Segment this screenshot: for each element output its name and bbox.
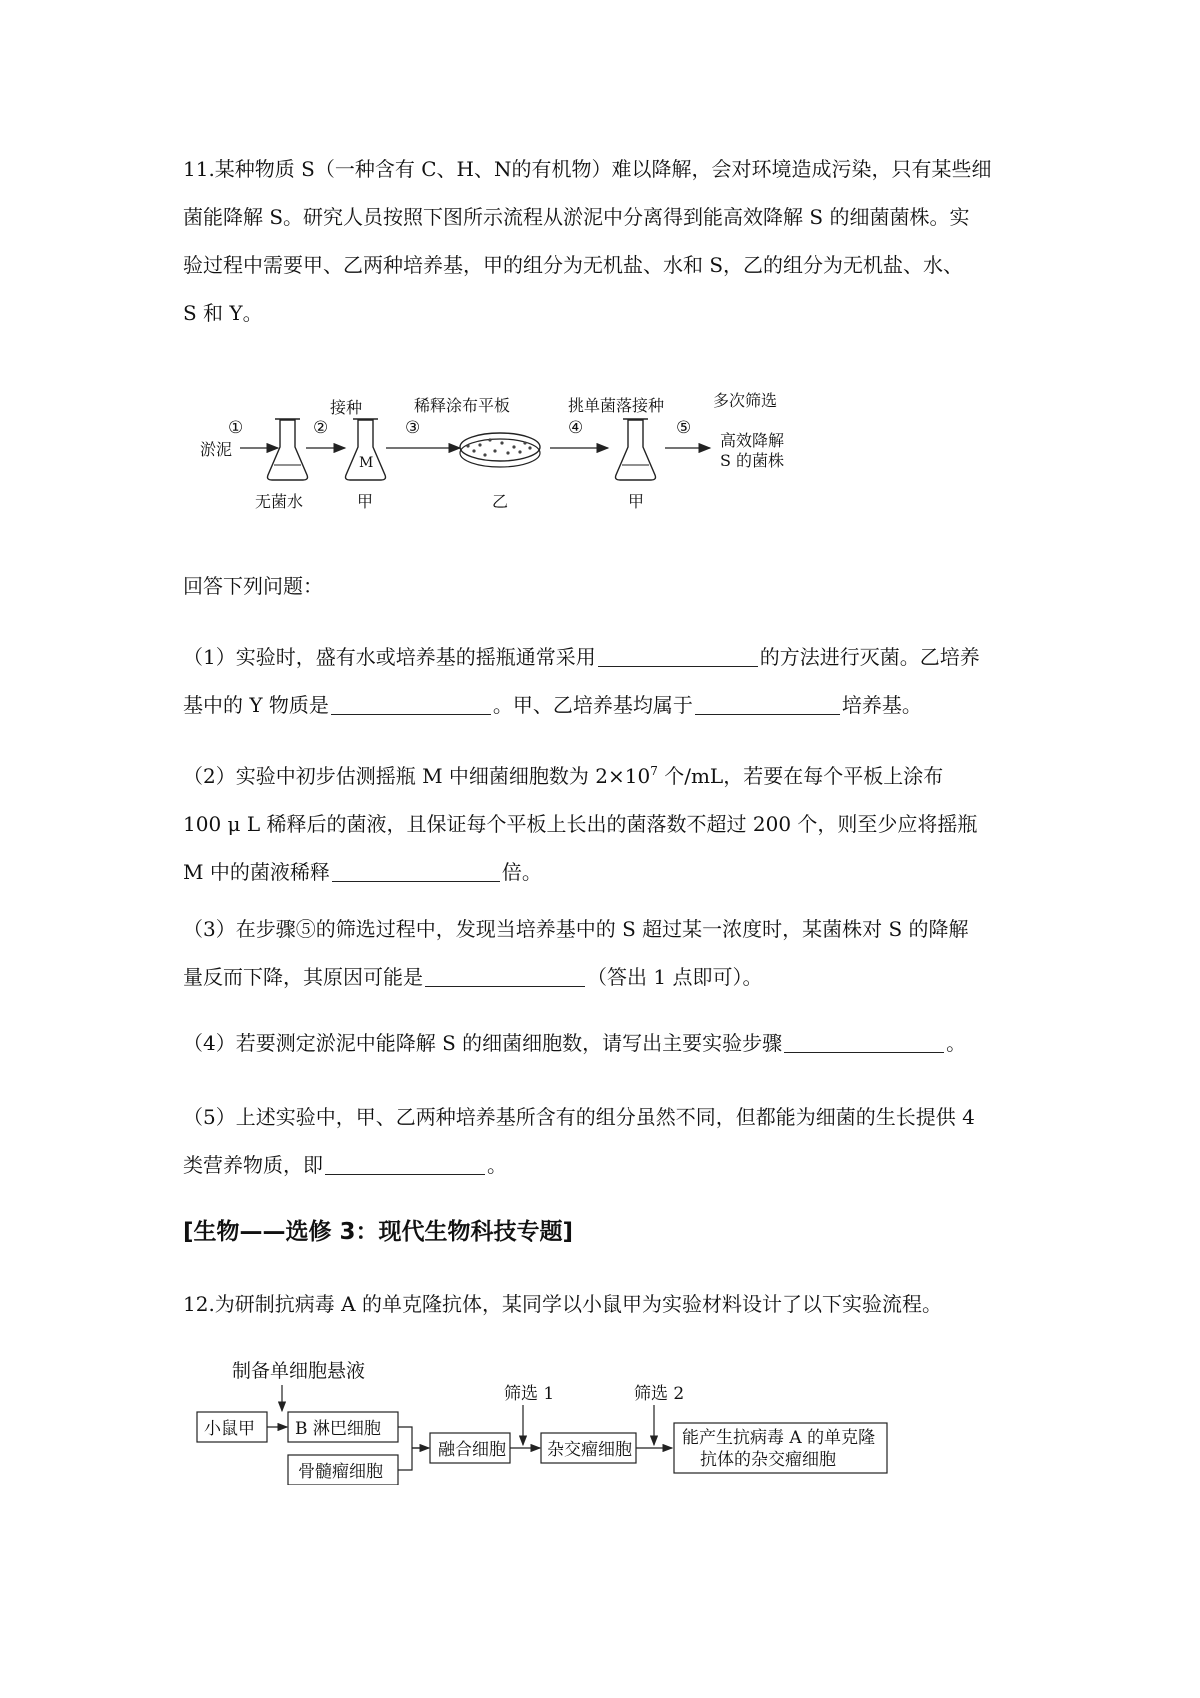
sub5-line-1: （5）上述实验中，甲、乙两种培养基所含有的组分虽然不同，但都能为细菌的生长提供 4: [183, 1105, 975, 1129]
flask-icon: [616, 420, 656, 480]
flask-icon: [268, 420, 308, 480]
answer-blank[interactable]: [425, 964, 585, 987]
result-line-2: S 的菌株: [720, 451, 785, 470]
diagram-start-label: 淤泥: [200, 440, 233, 459]
flask-2-label: 甲: [357, 492, 374, 511]
sub1-text-e: 培养基。: [841, 693, 922, 717]
plate-label: 乙: [492, 492, 509, 511]
step-1-marker: ①: [228, 418, 244, 438]
sub1-line-2: [183, 681, 1033, 729]
q11-line-2: 菌能降解 S。研究人员按照下图所示流程从淤泥中分离得到能高效降解 S 的细菌菌株。实: [183, 205, 970, 229]
sub4-line-1: [183, 1019, 1033, 1067]
answer-blank[interactable]: [332, 859, 500, 882]
sub2-line-2: 100 μ L 稀释后的菌液，且保证每个平板上长出的菌落数不超过 200 个，则至少应将摇瓶: [183, 812, 978, 836]
sub1-text-c: 基中的 Y 物质是: [183, 693, 329, 717]
screen-1-label: 筛选 1: [504, 1384, 555, 1404]
step-2-marker: ②: [313, 418, 329, 438]
answer-blank[interactable]: [598, 644, 758, 667]
step-label-dilute-spread: 稀释涂布平板: [414, 396, 511, 415]
q11-sub-3: [183, 905, 1033, 1001]
sub1-text-a: （1）实验时，盛有水或培养基的摇瓶通常采用: [183, 645, 596, 669]
answer-blank[interactable]: [331, 692, 491, 715]
q12-flow-diagram: [190, 1355, 930, 1485]
step-label-pick-colony: 挑单菌落接种: [568, 396, 665, 415]
q11-sub-5: [183, 1093, 1033, 1189]
q11-line-1: 11.某种物质 S（一种含有 C、H、N的有机物）难以降解，会对环境造成污染，只有某些细: [183, 157, 992, 181]
screen-2-label: 筛选 2: [634, 1384, 685, 1404]
mouse-label: 小鼠甲: [204, 1419, 255, 1439]
sub2-line-1: [183, 747, 1033, 800]
answer-blank[interactable]: [784, 1030, 944, 1053]
section-title: [生物——选修 3：现代生物科技专题]: [183, 1219, 574, 1245]
q11-sub-1: [183, 633, 1033, 729]
sub3-text-b: （答出 1 点即可）。: [587, 965, 763, 989]
hybridoma-label: 杂交瘤细胞: [547, 1440, 632, 1460]
petri-dish-icon: [460, 433, 540, 461]
flask-m-mark: M: [359, 455, 374, 471]
exponent: 7: [650, 764, 658, 778]
q12-intro: 12.为研制抗病毒 A 的单克隆抗体，某同学以小鼠甲为实验材料设计了以下实验流程。: [183, 1292, 942, 1316]
answer-blank[interactable]: [695, 692, 840, 715]
sub3-text-a: 量反而下降，其原因可能是: [183, 965, 423, 989]
flask-icon: [346, 420, 386, 480]
q11-sub-2: [183, 747, 1033, 896]
sub3-line-2: [183, 953, 1033, 1001]
step-label-inoculate-text: 接种: [330, 398, 363, 417]
myeloma-label: 骨髓瘤细胞: [298, 1462, 383, 1482]
sub5-text-a: 类营养物质，即: [183, 1153, 323, 1177]
step-label-repeat-screen: 多次筛选: [713, 391, 778, 410]
sub1-line-1: [183, 633, 1033, 681]
sub3-line-1: （3）在步骤⑤的筛选过程中，发现当培养基中的 S 超过某一浓度时，某菌株对 S 的降解: [183, 917, 969, 941]
b-cell-label: B 淋巴细胞: [295, 1419, 381, 1439]
q11-question-text: [183, 145, 1033, 337]
sub2-line-3: [183, 848, 1033, 896]
result-line-1: 高效降解: [720, 431, 785, 450]
sub2-text-b: 个/mL，若要在每个平板上涂布: [657, 764, 944, 788]
step-5-marker: ⑤: [676, 418, 692, 438]
sub5-line-2: [183, 1141, 1033, 1189]
q11-line-3: 验过程中需要甲、乙两种培养基，甲的组分为无机盐、水和 S，乙的组分为无机盐、水、: [183, 253, 964, 277]
q11-line-4: S 和 Y。: [183, 301, 263, 325]
sub4-text-a: （4）若要测定淤泥中能降解 S 的细菌细胞数，请写出主要实验步骤: [183, 1031, 783, 1055]
flask-1-label: 无菌水: [255, 492, 304, 511]
q11-sub-4: [183, 1019, 1033, 1067]
sub2-text-c: M 中的菌液稀释: [183, 860, 330, 884]
final-line-1: 能产生抗病毒 A 的单克隆: [682, 1428, 876, 1448]
sub1-text-d: 。甲、乙培养基均属于: [492, 693, 693, 717]
step-3-marker: ③: [405, 418, 421, 438]
final-line-2: 抗体的杂交瘤细胞: [700, 1450, 836, 1470]
sub1-text-b: 的方法进行灭菌。乙培养: [759, 645, 980, 669]
sub5-text-b: 。: [487, 1153, 507, 1177]
answer-blank[interactable]: [325, 1152, 485, 1175]
sub2-text-a: （2）实验中初步估测摇瓶 M 中细菌细胞数为 2×10: [183, 764, 651, 788]
sub4-text-b: 。: [946, 1031, 967, 1055]
q11-prompt: 回答下列问题：: [183, 574, 323, 598]
flask-3-label: 甲: [628, 492, 645, 511]
step-4-marker: ④: [568, 418, 584, 438]
prep-label: 制备单细胞悬液: [232, 1360, 366, 1382]
fused-label: 融合细胞: [438, 1440, 506, 1460]
sub2-text-d: 倍。: [501, 860, 542, 884]
